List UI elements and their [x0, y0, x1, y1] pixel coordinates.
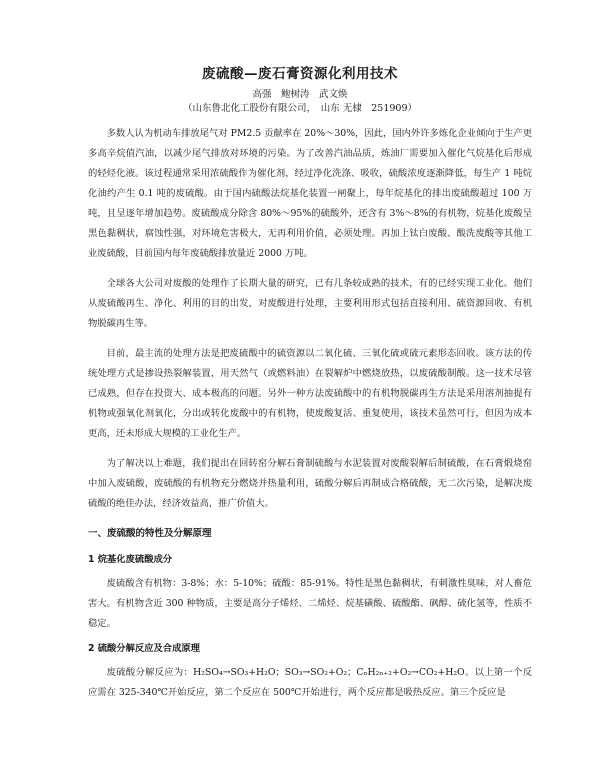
affiliation: （山东鲁北化工股份有限公司， 山东 无棣 251909）	[182, 103, 418, 114]
paragraph-research: 全球各大公司对废酸的处理作了长期大量的研究，已有几条较成熟的技术，有的已经实现工业化。他们从废硫酸再生、净化、利用的目的出发，对废酸进行处理，主要利用形式包括直接利用、硫资源回收、有机物脱碳再生等。	[88, 278, 532, 329]
paper-body	[88, 124, 532, 713]
section-heading: 一、废硫酸的特性及分解原理	[88, 528, 212, 539]
subsection-heading-reaction: 2 硫酸分解反应及合成原理	[88, 643, 200, 654]
paragraph-composition: 废硫酸含有机物：3-8%；水：5-10%；硫酸：85-91%。特性是黑色黏稠状，有刺激性臭味，对人畜危害大。有机物含近 300 种物质，主要是高分子烯烃、二烯烃、烷基磺酸、硫酸酯、砜醇、硫化氢等，性质不稳定。	[88, 578, 532, 629]
authors: 高强 鲍树涛 武文焕	[252, 89, 348, 100]
paragraph-intro: 多数人认为机动车排放尾气对 PM2.5 贡献率在 20%～30%，因此，国内外许多炼化企业倾向于生产更多高辛烷值汽油，以减少尾气排放对环境的污染。为了改善汽油品质，炼油厂需要加入催化气烷基化后形成的轻烃化液。该过程通常采用浓硫酸作为催化剂，经过净化洗涤、吸收，硫酸浓度逐渐降低，每生产 1 吨烷化油约产生 0.1 吨的废硫酸。由于国内硫酸法烷基化装置一闸聚上，每年烷基化的排出废硫酸超过 100 万吨，且呈逐年增加趋势。废硫酸成分除含 80%～95%的硫酸外，还含有 3%～8%的有机物，烷基化废酸呈黑色黏稠状，腐蚀性强，对环境危害极大，无再利用价值，必须处理。再加上钛白废酸、酸洗废酸等其他工业废硫酸，目前国内每年废硫酸排放量近 2000 万吨。	[88, 128, 532, 259]
paragraph-methods: 目前，最主流的处理方法是把废硫酸中的硫资源以二氧化硫、三氧化硫或硫元素形态回收。该方法的传统处理方式是掺设热裂解装置，用天然气（或燃料油）在裂解炉中燃烧放热，以废硫酸制酸。这一技术尽管已成熟，但存在投资大、成本极高的问题。另外一种方法废硫酸中的有机物脱碳再生方法是采用溶剂抽提有机物或强氧化剂氧化，分出或转化废酸中的有机物，使废酸复活、重复使用，该技术虽然可行，但因为成本更高，还未形成大规模的工业化生产。	[88, 348, 532, 439]
paragraph-proposal: 为了解决以上难题，我们提出在回转窑分解石膏制硫酸与水泥装置对废酸裂解后制硫酸，在石膏煅烧窑中加入废硫酸，废硫酸的有机物充分燃烧并热量利用，硫酸分解后再制成合格硫酸，无二次污染，是解决废硫酸的绝佳办法，经济效益高，推广价值大。	[88, 458, 532, 509]
paper-title: 废硫酸—废石膏资源化利用技术	[202, 66, 398, 82]
subsection-heading-composition: 1 烷基化废硫酸成分	[88, 554, 173, 565]
paragraph-reaction: 废硫酸分解反应为：H₂SO₄→SO₃+H₂O；SO₃→SO₂+O₂；CₙH₂ₙ₊₂+O₂→CO₂+H₂O。以上第一个反应需在 325-340℃开始反应，第二个反应在 500℃开始进行，两个反应都是吸热反应。第三个反应是	[88, 667, 532, 698]
